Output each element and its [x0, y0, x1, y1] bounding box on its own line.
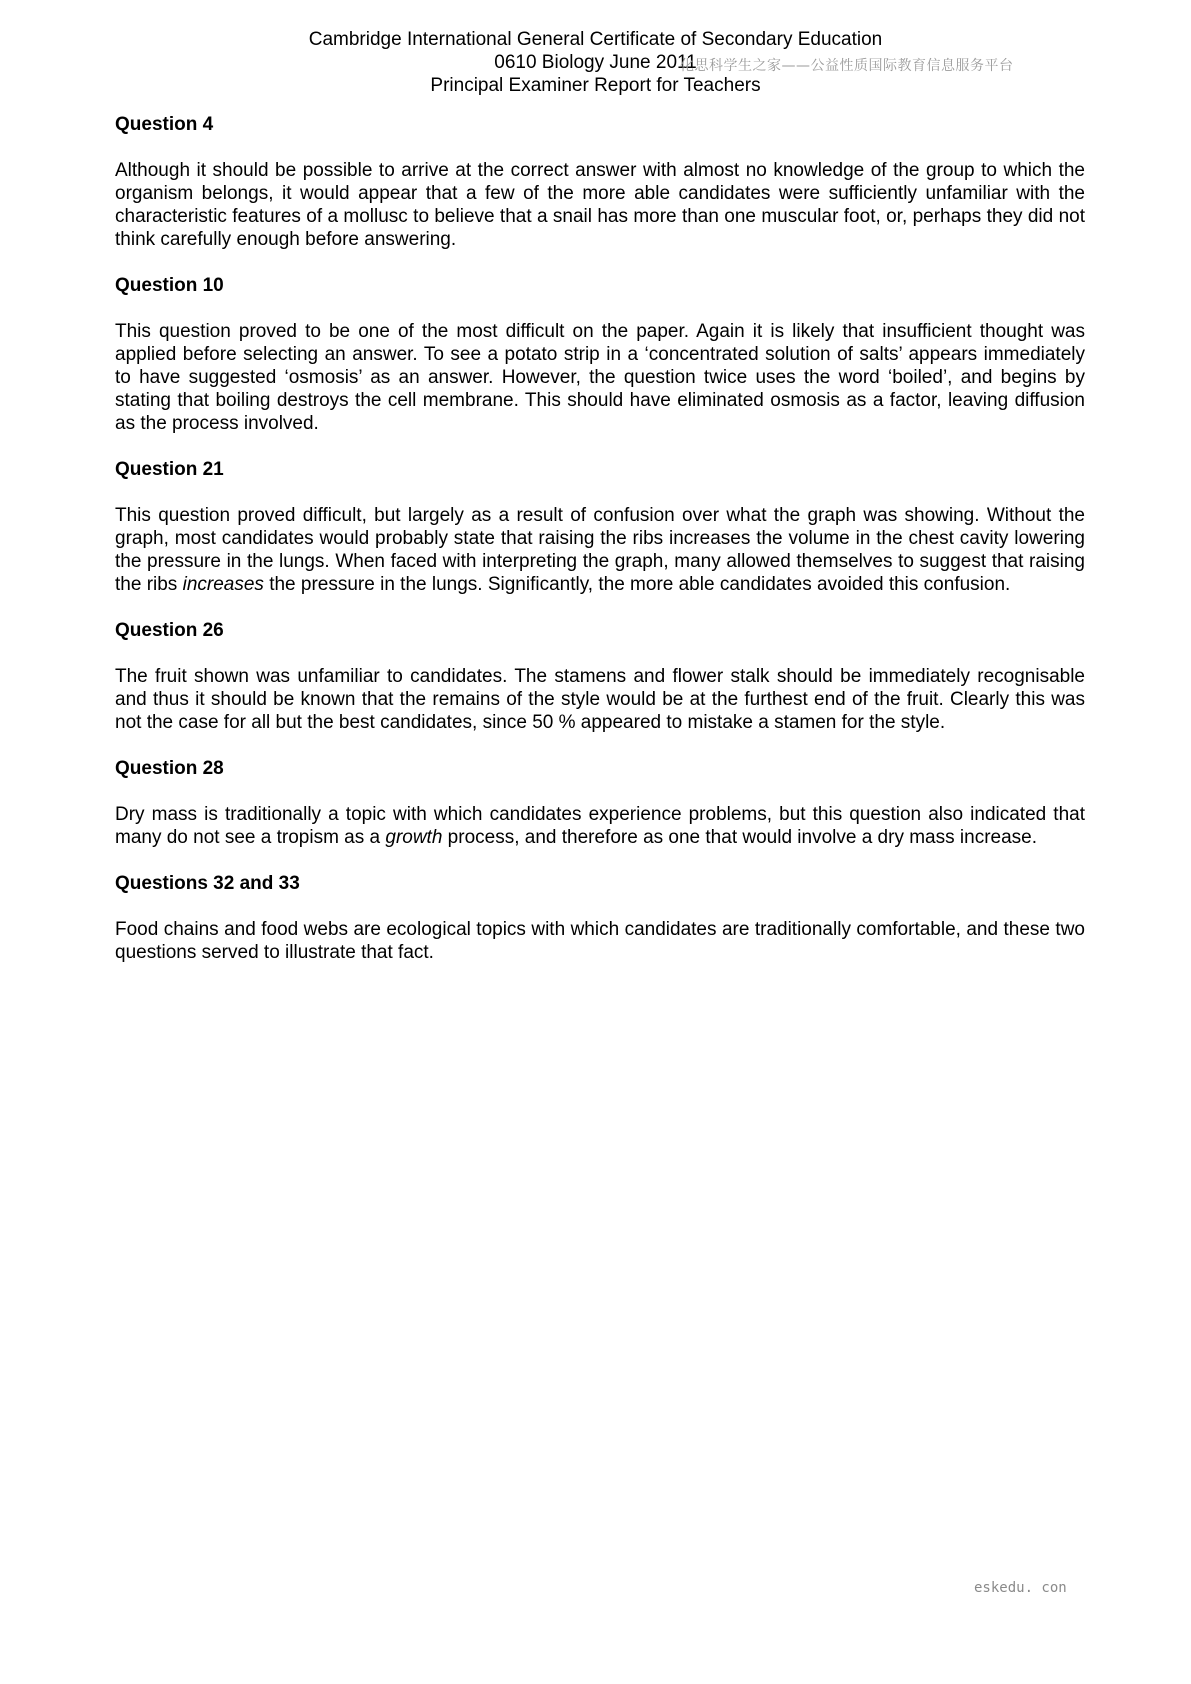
- question-section: [115, 757, 1085, 849]
- watermark-top: 化思科学生之家——公益性质国际教育信息服务平台: [680, 58, 1014, 74]
- commentary-text: Food chains and food webs are ecological topics with which candidates are traditionally comfortable, and these two questions served to illustrate that fact.: [115, 919, 1085, 963]
- commentary-text: the pressure in the lungs. Significantly, the more able candidates avoided this confusion.: [263, 574, 1011, 595]
- question-commentary: [115, 803, 1085, 849]
- question-heading: Question 28: [115, 758, 224, 779]
- question-section: [115, 113, 1085, 251]
- question-section: [115, 458, 1085, 596]
- question-commentary: [115, 504, 1085, 596]
- question-heading: Question 26: [115, 620, 224, 641]
- question-commentary: [115, 918, 1085, 964]
- question-section: [115, 872, 1085, 964]
- commentary-text: This question proved to be one of the most difficult on the paper. Again it is likely that insufficient thought was applied before selecting an answer. To see a potato strip in a ‘concentrated solution of salts’ appears immediately to have suggested ‘osmosis’ as an answer. However, the question twice uses the word ‘boiled’, and begins by stating that boiling destroys the cell membrane. This should have eliminated osmosis as a factor, leaving diffusion as the process involved.: [115, 321, 1085, 434]
- commentary-text: This question proved difficult, but largely as a result of confusion over what the graph was showing. Without the graph, most candidates would probably state that raising the ribs increases the volume in the chest cavity lowering the pressure in the lungs. When faced with interpreting the graph, many allowed themselves to suggest that raising the ribs: [115, 505, 1085, 595]
- question-section: [115, 619, 1085, 734]
- question-commentary: [115, 320, 1085, 435]
- commentary-text: Although it should be possible to arrive at the correct answer with almost no knowledge of the group to which the organism belongs, it would appear that a few of the more able candidates were sufficiently unfamiliar with the characteristic features of a mollusc to believe that a snail has more than one muscular foot, or, perhaps they did not think carefully enough before answering.: [115, 160, 1085, 250]
- commentary-text: Dry mass is traditionally a topic with which candidates experience problems, but this question also indicated that many do not see a tropism as a: [115, 804, 1085, 848]
- question-heading: Questions 32 and 33: [115, 873, 300, 894]
- emphasis-text: increases: [182, 574, 264, 595]
- question-section: [115, 274, 1085, 435]
- header-report-title: Principal Examiner Report for Teachers: [430, 75, 761, 96]
- question-heading: Question 4: [115, 114, 214, 135]
- emphasis-text: growth: [385, 827, 443, 848]
- commentary-text: The fruit shown was unfamiliar to candidates. The stamens and flower stalk should be immediately recognisable and thus it should be known that the remains of the style would be at the furthest end of the fruit. Clearly this was not the case for all but the best candidates, since 50 % appeared to mistake a stamen for the style.: [115, 666, 1085, 733]
- header-syllabus: 0610 Biology June 2011: [494, 52, 697, 73]
- header-qualification: Cambridge International General Certificate of Secondary Education: [308, 29, 883, 50]
- question-heading: Question 21: [115, 459, 224, 480]
- question-commentary: [115, 665, 1085, 734]
- commentary-text: process, and therefore as one that would involve a dry mass increase.: [442, 827, 1038, 848]
- question-commentary: [115, 159, 1085, 251]
- watermark-bottom: eskedu. con: [974, 1580, 1067, 1596]
- question-heading: Question 10: [115, 275, 224, 296]
- report-content: [115, 113, 1085, 987]
